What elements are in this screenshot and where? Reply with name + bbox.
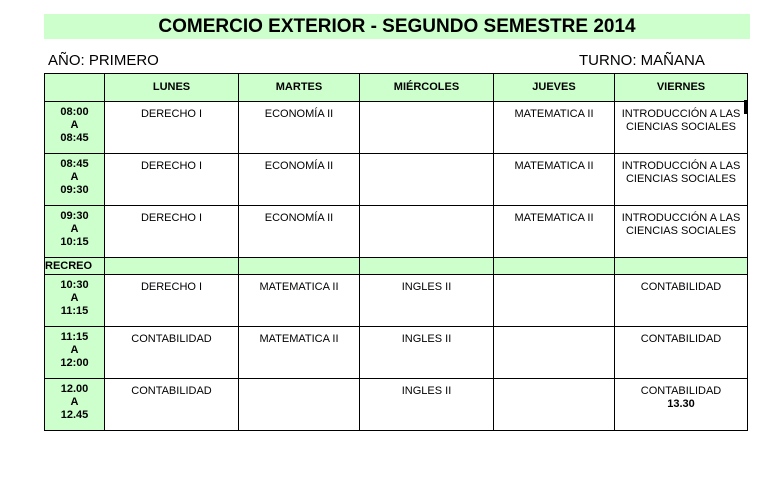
table-row [45,206,748,258]
class-cell: INGLES II [360,275,494,327]
class-cell: MATEMATICA II [494,102,615,154]
class-cell: INTRODUCCIÓN A LAS CIENCIAS SOCIALES [615,206,748,258]
recreo-label: RECREO [45,258,105,275]
recreo-row [45,258,748,275]
class-cell [360,154,494,206]
class-cell [494,379,615,431]
class-cell: MATEMATICA II [239,327,360,379]
class-cell: DERECHO I [105,102,239,154]
class-cell: CONTABILIDAD [105,379,239,431]
class-cell: ECONOMÍA II [239,154,360,206]
end-time-note: 13.30 [667,398,695,410]
corner-cell [45,74,105,102]
class-cell: CONTABILIDAD [615,327,748,379]
day-header: LUNES [105,74,239,102]
day-header: JUEVES [494,74,615,102]
time-cell: 09:30 A 10:15 [45,206,105,258]
class-cell: DERECHO I [105,154,239,206]
time-cell: 08:00 A 08:45 [45,102,105,154]
class-cell [239,379,360,431]
shift-label: TURNO: MAÑANA [579,52,705,69]
class-cell: INTRODUCCIÓN A LAS CIENCIAS SOCIALES [615,102,748,154]
class-cell: MATEMATICA II [494,206,615,258]
table-row [45,379,748,431]
class-cell: CONTABILIDAD [105,327,239,379]
class-cell: ECONOMÍA II [239,102,360,154]
class-cell: DERECHO I [105,275,239,327]
class-cell: CONTABILIDAD [615,275,748,327]
table-row [45,102,748,154]
class-cell [494,275,615,327]
schedule-table [44,73,748,431]
class-cell: MATEMATICA II [494,154,615,206]
class-cell: INGLES II [360,327,494,379]
day-header: VIERNES [615,74,748,102]
table-row [45,154,748,206]
time-cell: 12.00 A 12.45 [45,379,105,431]
class-cell [360,102,494,154]
class-cell: INTRODUCCIÓN A LAS CIENCIAS SOCIALES [615,154,748,206]
page-title: COMERCIO EXTERIOR - SEGUNDO SEMESTRE 2014 [44,14,750,39]
time-cell: 11:15 A 12:00 [45,327,105,379]
edge-mark [744,100,747,114]
class-cell [360,206,494,258]
class-cell: CONTABILIDAD 13.30 [615,379,748,431]
header-row [45,74,748,102]
day-header: MIÉRCOLES [360,74,494,102]
class-cell [494,327,615,379]
year-label: AÑO: PRIMERO [48,52,159,69]
time-cell: 10:30 A 11:15 [45,275,105,327]
class-cell: INGLES II [360,379,494,431]
table-row [45,275,748,327]
class-cell: ECONOMÍA II [239,206,360,258]
time-cell: 08:45 A 09:30 [45,154,105,206]
table-row [45,327,748,379]
day-header: MARTES [239,74,360,102]
class-cell: DERECHO I [105,206,239,258]
class-cell: MATEMATICA II [239,275,360,327]
